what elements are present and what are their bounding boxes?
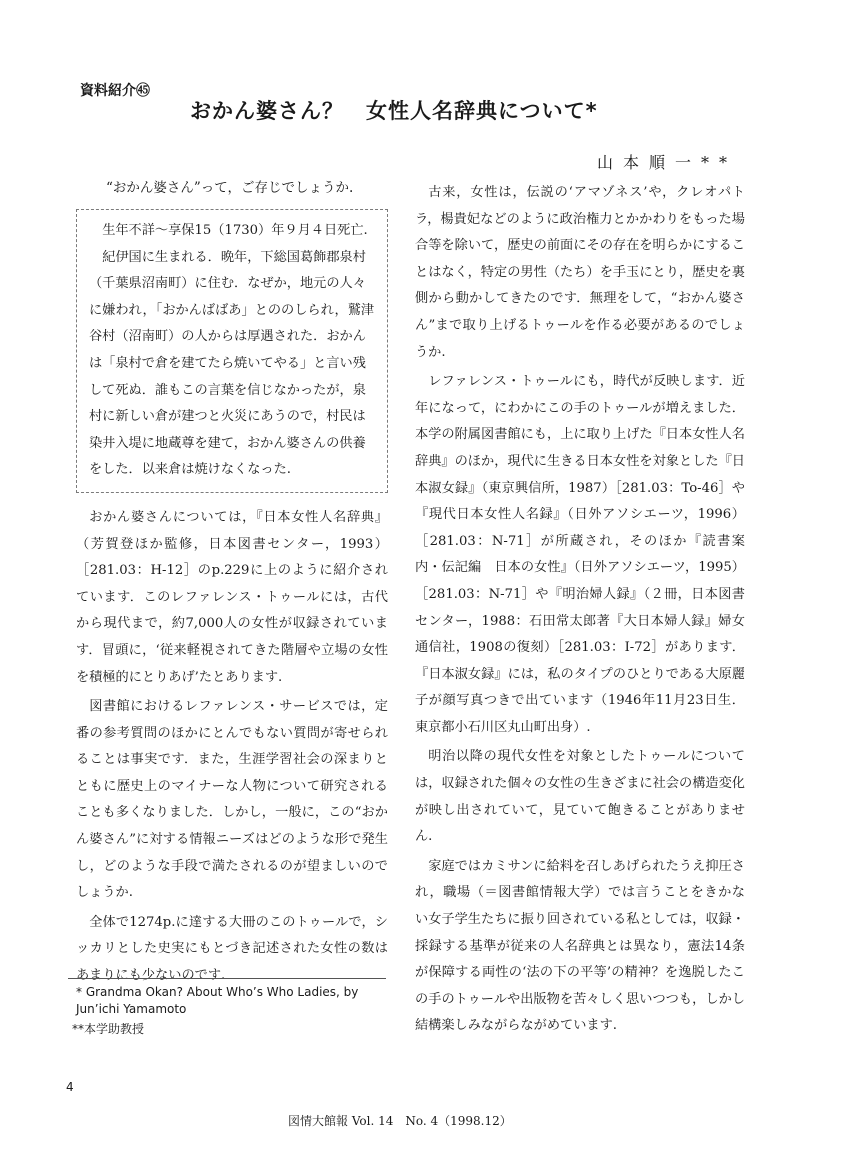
footnote-author-affiliation: **本学助教授 bbox=[72, 1022, 145, 1036]
series-label: 資料紹介㊺ bbox=[80, 83, 150, 99]
author-name: 山本順一** bbox=[597, 153, 738, 172]
journal-citation: 図情大館報 Vol. 14 No. 4（1998.12） bbox=[288, 1114, 512, 1128]
footnote-divider bbox=[68, 978, 386, 979]
left-paragraph-3: 全体で1274p.に達する大冊のこのトゥールで，シッカリとした史実にもとづき記述された女性の数はあまりにも少ないのです. bbox=[76, 914, 388, 984]
footnote-english-title bbox=[72, 984, 390, 1018]
left-paragraph-1: おかん婆さんについては，『日本女性人名辞典』（芳賀登ほか監修，日本図書センター，1993）［281.03：H-12］のp.229に上のように紹介されています．このレファレンス・トゥールには，古代から現代まで，約7,000人の女性が収録されています．冒頭に，‘従来軽視されてきた階層や立場の女性を積極的にとりあげ’たとあります. bbox=[76, 509, 388, 685]
article-title: おかん婆さん？ 女性人名辞典について* bbox=[190, 99, 598, 123]
right-paragraph-2: レファレンス・トゥールにも，時代が反映します．近年になって，にわかにこの手のトゥールが増えました．本学の附属図書館にも，上に取り上げた『日本女性人名辞典』のほか，現代に生きる日本女性を対象とした『日本淑女録』（東京興信所，1987）［281.03：To-46］や『現代日本女性人名録』（日外アソシエーツ，1996）［281.03：N-71］が所蔵され，そのほか『読書案内・伝記編 日本の女性』（日外アソシエーツ，1995）［281.03：N-71］や『明治婦人録』（２冊，日本図書センター，1988：石田常太郎著『大日本婦人録』婦女通信社，1908の復刻）［281.03：I-72］があります．『日本淑女録』には，私のタイプのひとりである大原麗子が顔写真つきで出ています（1946年11月23日生．東京都小石川区丸山町出身）. bbox=[415, 374, 745, 735]
right-paragraph-4: 家庭ではカミサンに給料を召しあげられたうえ抑圧され，職場（＝図書館情報大学）では言うことをきかない女子学生たちに振り回されている私としては，収録・採録する基準が従来の人名辞典とは異なり，憲法14条が保障する両性の‘法の下の平等’の精神？を逸脱したこの手のトゥールや出版物を苦々しく思いつつも，しかし結構楽しみながらながめています. bbox=[415, 858, 745, 1034]
page-number: 4 bbox=[66, 1080, 74, 1094]
right-column bbox=[415, 180, 745, 1043]
lead-question: “おかん婆さん”って，ご存じでしょうか. bbox=[106, 180, 354, 196]
left-column bbox=[76, 175, 388, 990]
right-paragraph-3: 明治以降の現代女性を対象としたトゥールについては，収録された個々の女性の生きざまに社会の構造変化が映し出されていて，見ていて飽きることがありません. bbox=[415, 749, 745, 845]
entry-dates: 生年不詳〜享保15（1730）年９月４日死亡. bbox=[102, 223, 368, 238]
right-paragraph-1: 古来，女性は，伝説の‘アマゾネス’や，クレオパトラ，楊貴妃などのように政治権力とかかわりをもった場合等を除いて，歴史の前面にその存在を明らかにすることはなく，特定の男性（たち）を手玉にとり，歴史を裏側から動かしてきたのです．無理をして，“おかん婆さん”まで取り上げるトゥールを作る必要があるのでしょうか. bbox=[415, 185, 745, 360]
entry-text: 紀伊国に生まれる．晩年，下総国葛飾郡泉村（千葉県沼南町）に住む．なぜか，地元の人々に嫌われ，「おかんばばあ」とののしられ，鷲津谷村（沼南町）の人からは厚遇された．おかんは「泉村で倉を建てたら焼いてやる」と言い残して死ぬ．誰もこの言葉を信じなかったが，泉村に新しい倉が建つと火災にあうので，村民は染井入堤に地蔵尊を建て，おかん婆さんの供養をした．以来倉は焼けなくなった. bbox=[89, 249, 375, 478]
quoted-entry-box bbox=[76, 209, 388, 493]
footnote-english-title-text: * Grandma Okan? About Who’s Who Ladies, by Jun’ichi Yamamoto bbox=[76, 985, 359, 1016]
left-paragraph-2: 図書館におけるレファレンス・サービスでは，定番の参考質問のほかにとんでもない質問が寄せられることは事実です．また，生涯学習社会の深まりとともに歴史上のマイナーな人物について研究されることも多くなりました．しかし，一般に，この“おかん婆さん”に対する情報ニーズはどのような形で発生し，どのような手段で満たされるのが望ましいのでしょうか. bbox=[76, 699, 388, 901]
